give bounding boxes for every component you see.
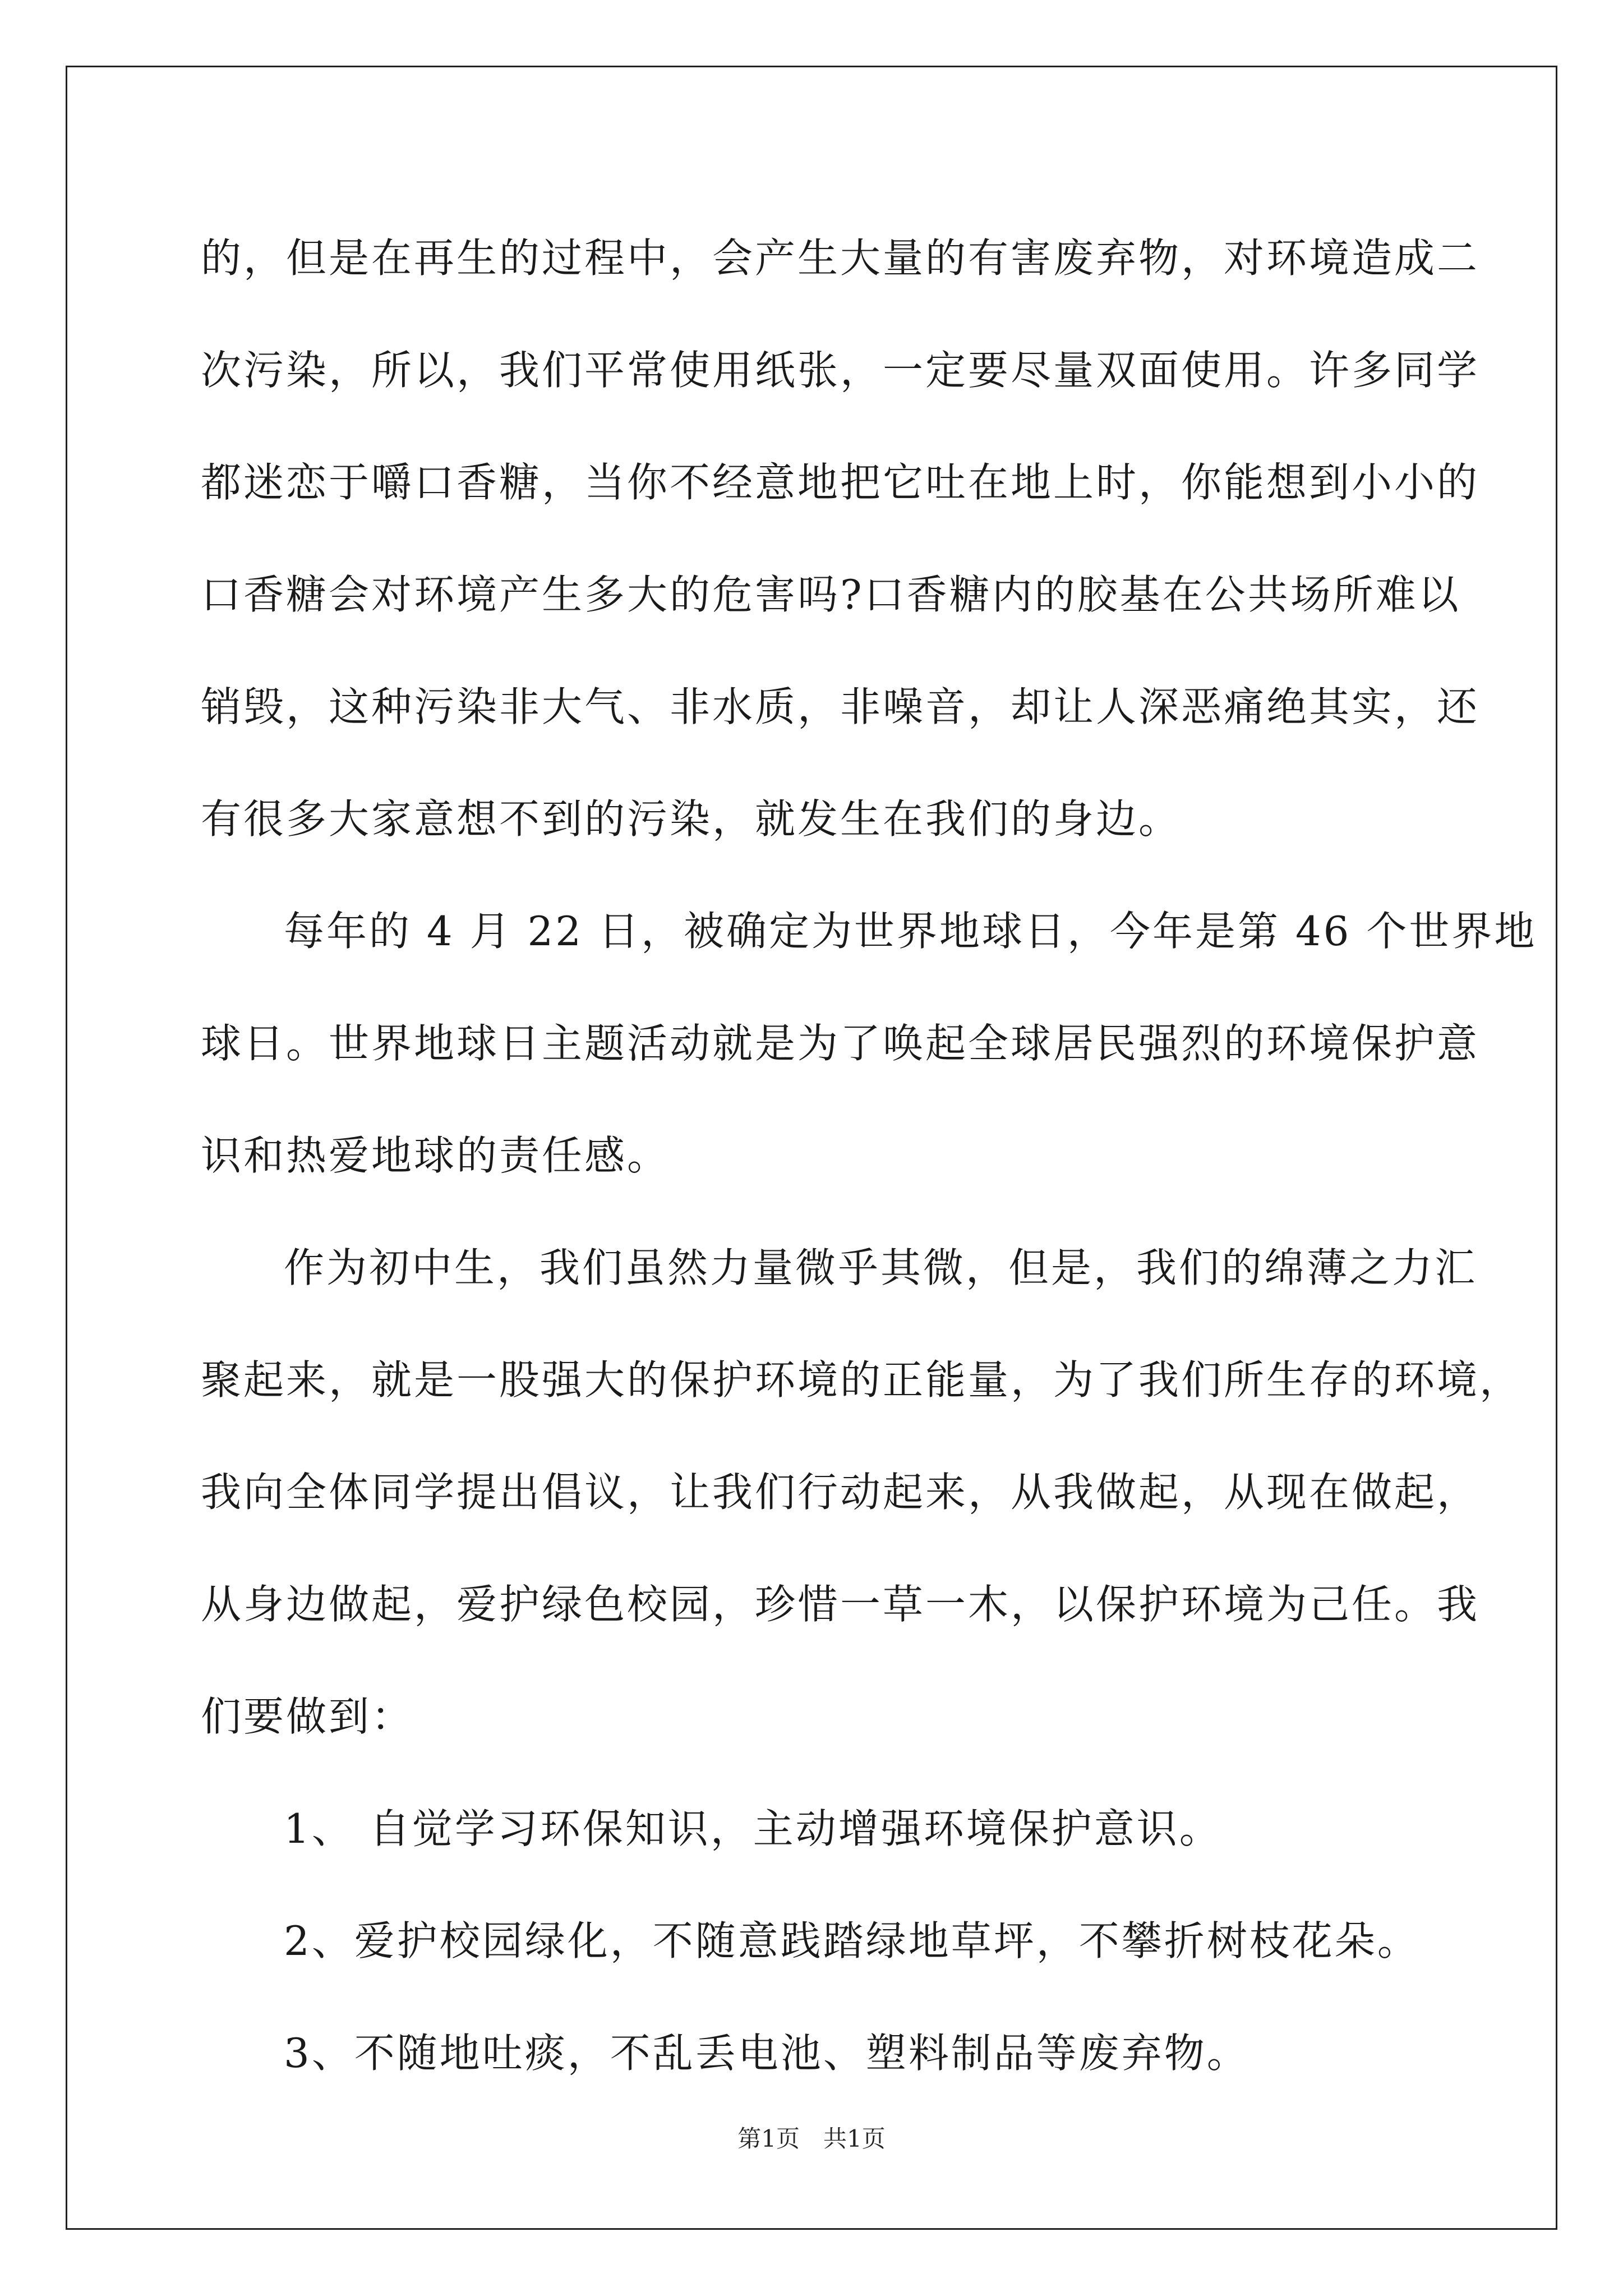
text-line-7: 每年的 4 月 22 日，被确定为世界地球日，今年是第 46 个世界地 bbox=[284, 908, 1537, 955]
list-item-1: 1、 自觉学习环保知识，主动增强环境保护意识。 bbox=[284, 1805, 1222, 1852]
text-line-12: 我向全体同学提出倡议，让我们行动起来，从我做起，从现在做起， bbox=[201, 1469, 1480, 1516]
text-line-14: 们要做到： bbox=[201, 1693, 414, 1740]
text-line-1: 的，但是在再生的过程中，会产生大量的有害废弃物，对环境造成二 bbox=[201, 234, 1480, 282]
text-line-11: 聚起来，就是一股强大的保护环境的正能量，为了我们所生存的环境， bbox=[201, 1356, 1523, 1404]
text-line-3: 都迷恋于嚼口香糖，当你不经意地把它吐在地上时，你能想到小小的 bbox=[201, 459, 1480, 506]
text-line-6: 有很多大家意想不到的污染，就发生在我们的身边。 bbox=[201, 795, 1182, 843]
text-line-5: 销毁，这种污染非大气、非水质，非噪音，却让人深恶痛绝其实，还 bbox=[201, 683, 1480, 730]
document-body bbox=[201, 202, 1537, 2109]
list-item-2: 2、爱护校园绿化，不随意践踏绿地草坪，不攀折树枝花朵。 bbox=[284, 1917, 1420, 1964]
text-line-2: 次污染，所以，我们平常使用纸张，一定要尽量双面使用。许多同学 bbox=[201, 347, 1480, 394]
text-line-8: 球日。世界地球日主题活动就是为了唤起全球居民强烈的环境保护意 bbox=[201, 1020, 1480, 1067]
list-item-3: 3、不随地吐痰，不乱丢电池、塑料制品等废弃物。 bbox=[284, 2030, 1249, 2077]
text-line-13: 从身边做起，爱护绿色校园，珍惜一草一木，以保护环境为己任。我 bbox=[201, 1581, 1480, 1628]
text-line-4: 口香糖会对环境产生多大的危害吗?口香糖内的胶基在公共场所难以 bbox=[201, 571, 1461, 618]
page-footer: 第1页 共1页 bbox=[737, 2125, 886, 2152]
text-line-9: 识和热爱地球的责任感。 bbox=[201, 1132, 670, 1179]
text-line-10: 作为初中生，我们虽然力量微乎其微，但是，我们的绵薄之力汇 bbox=[284, 1244, 1478, 1291]
